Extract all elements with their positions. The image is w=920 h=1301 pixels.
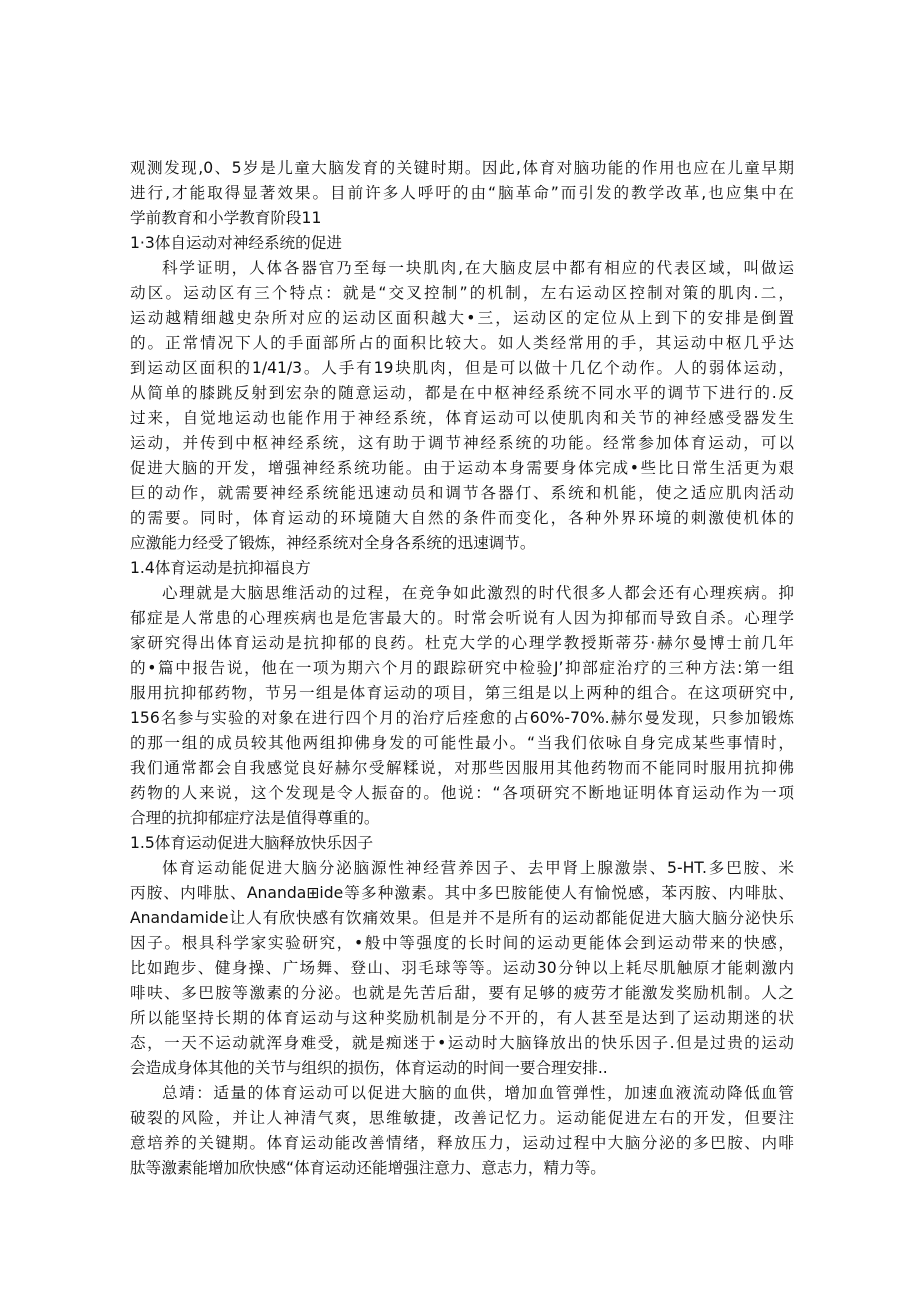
document-page	[130, 156, 794, 1181]
paragraph-first-line: 科学证明，人体各器官乃至每一块肌肉,在大脑皮层中都有相应的代表区域，叫做运	[162, 259, 794, 277]
body-text-line: 的•篇中报告说，他在一项为期六个月的跟踪研究中检验J’抑部症治疗的三种方法:第一组	[130, 659, 794, 677]
paragraph-first-line: 体育运动能促进大脑分泌脑源性神经营养因子、去甲肾上腺激崇、5-HT.多巴胺、米	[162, 859, 794, 877]
body-text-line: 促进大脑的开发，增强神经系统功能。由于运动本身需要身体完成•些比日常生活更为艰	[130, 459, 794, 477]
section-heading: 1.5体育运动促进大脑释放快乐因子	[130, 834, 374, 852]
body-text-line: 的。正常情况下人的手面部所占的面积比较大。如人类经常用的手，其运动中枢几乎达	[130, 334, 794, 352]
body-text-line: 观测发现,0、5岁是儿童大脑发育的关键时期。因此,体育对脑功能的作用也应在儿童早期	[130, 159, 794, 177]
paragraph-last-line: 会造成身体其他的关节与组织的损伤，体育运动的时间一要合理安排..	[130, 1059, 608, 1077]
body-text-line: 过来，自觉地运动也能作用于神经系统，体育运动可以使肌肉和关节的神经感受器发生	[130, 409, 794, 427]
body-text-line: 啡呋、多巴胺等激素的分泌。也就是先苦后甜，要有足够的疲劳才能激发奖励机制。人之	[130, 984, 794, 1002]
body-text-line: 我们通常都会自我感觉良好赫尔受解糅说，对那些因服用其他药物而不能同时服用抗抑佛	[130, 759, 794, 777]
body-text-line: 巨的动作，就需要神经系统能迅速动员和调节各器仃、系统和机能，使之适应肌肉活动	[130, 484, 794, 502]
body-text-line: 从简单的膝跳反射到宏杂的随意运动，都是在中枢神经系统不同水平的调节下进行的.反	[130, 384, 794, 402]
body-text-line: 到运动区面积的1/41/3。人手有19块肌肉，但是可以做十几亿个动作。人的弱体运动，	[130, 359, 794, 377]
body-text-line: 态，一天不运动就浑身难受，就是痴迷于•运动时大脑锋放出的快乐因子.但是过贵的运动	[130, 1034, 794, 1052]
section-heading: 1.4体育运动是抗抑福良方	[130, 559, 311, 577]
body-text-line: 运动，并传到中枢神经系统，这有助于调节神经系统的功能。经常参加体育运动，可以	[130, 434, 794, 452]
body-text-line: 丙胺、内啡肽、Ananda⊞ide等多种激素。其中多巴胺能使人有愉悦感，苯丙胺、内啡肽、	[130, 884, 794, 902]
body-text-line: 因子。根具科学家实验研究，•般中等强度的长时间的运动更能体会到运动带来的快感，	[130, 934, 794, 952]
body-text-line: 的那一组的成员较其他两组抑佛身发的可能性最小。“当我们依咏自身完成某些事情时，	[130, 734, 794, 752]
body-text-line: 意培养的关键期。体育运动能改善情绪，释放压力，运动过程中大脑分泌的多巴胺、内啡	[130, 1134, 794, 1152]
body-text-line: 破裂的风险，并让人神清气爽，思维敏捷，改善记忆力。运动能促进左右的开发，但要注	[130, 1109, 794, 1127]
paragraph-last-line: 合理的抗抑郁症疗法是值得尊重的。	[130, 809, 380, 827]
body-text-line: 服用抗抑郁药物，节另一组是体育运动的项目，第三组是以上两种的组合。在这项研究中,	[130, 684, 794, 702]
body-text-line: 156名参与实验的对象在进行四个月的治疗后痊愈的占60%-70%.赫尔曼发现，只参加锻炼	[130, 709, 794, 727]
paragraph-first-line: 总靖：适量的体育运动可以促进大脑的血供，增加血管弹性，加速血液流动降低血管	[162, 1084, 794, 1102]
paragraph-last-line: 肽等激素能增加欣快感“体育运动还能增强注意力、意志力，精力等。	[130, 1159, 606, 1177]
body-text-line: 运动越精细越史杂所对应的运动区面积越大•三，运动区的定位从上到下的安排是倒置	[130, 309, 794, 327]
paragraph-first-line: 心理就是大脑思维活动的过程，在竞争如此激烈的时代很多人都会还有心理疾病。抑	[162, 584, 794, 602]
body-text-line: 动区。运动区有三个特点：就是“交叉控制”的机制，左右运动区控制对策的肌肉.二，	[130, 284, 794, 302]
body-text-line: 郁症是人常患的心理疾病也是危害最大的。时常会听说有人因为抑郁而导致自杀。心理学	[130, 609, 794, 627]
paragraph-last-line: 学前教育和小学教育阶段11	[130, 209, 322, 227]
section-heading: 1·3体自运动对神经系统的促进	[130, 234, 342, 252]
body-text-line: 的需要。同时，体育运动的环境随大自然的条件而变化，各种外界环境的刺激使机体的	[130, 509, 794, 527]
body-text-line: 家研究得出体育运动是抗抑郁的良药。杜克大学的心理学教授斯蒂芬·赫尔曼博士前几年	[130, 634, 794, 652]
body-text-line: 进行,才能取得显著效果。目前许多人呼吁的由“脑革命”而引发的教学改革,也应集中在	[130, 184, 794, 202]
body-text-line: 所以能坚持长期的体育运动与这种奖励机制是分不开的，有人甚至是达到了运动期迷的状	[130, 1009, 794, 1027]
paragraph-last-line: 应激能力经受了锻炼，神经系统对全身各系统的迅速调节。	[130, 534, 536, 552]
body-text-line: 药物的人来说，这个发现是令人振奋的。他说：“各项研究不断地证明体育运动作为一项	[130, 784, 794, 802]
body-text-line: Anandamide让人有欣快感有饮痛效果。但是并不是所有的运动都能促进大脑大脑分泌快乐	[130, 909, 794, 927]
body-text-line: 比如跑步、健身操、广场舞、登山、羽毛球等等。运动30分钟以上耗尽肌触原才能刺激内	[130, 959, 794, 977]
